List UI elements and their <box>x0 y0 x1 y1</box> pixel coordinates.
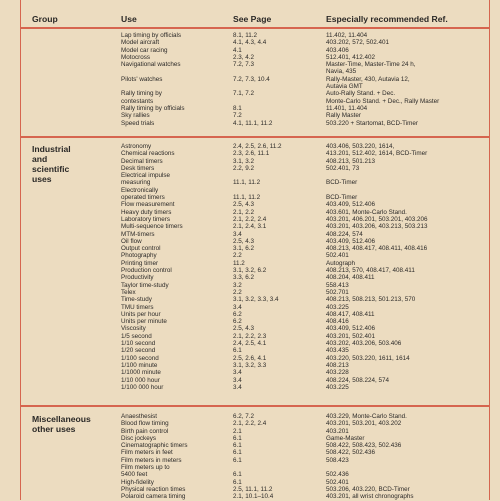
ref-cell: 408.213, 508.213, 501.213, 570 <box>326 296 416 304</box>
ref-cell: Autavia GMT <box>326 83 363 91</box>
use-cell: 5400 feet <box>121 471 148 479</box>
page-cell: 2.3, 2.6, 11.1 <box>233 150 270 158</box>
ref-cell: 403.225 <box>326 303 349 311</box>
use-cell: Viscosity <box>121 325 146 333</box>
ref-cell: 408.417, 408.411 <box>326 310 375 318</box>
page-column <box>233 32 272 127</box>
use-cell: Model car racing <box>121 46 168 54</box>
ref-cell: 408.224, 574 <box>326 230 363 238</box>
page-cell: 6.2 <box>233 318 242 326</box>
use-cell: Output control <box>121 245 161 253</box>
page-cell: 3.1, 3.2 <box>233 157 255 165</box>
use-cell: Pilots' watches <box>121 75 163 83</box>
use-cell: Printing timer <box>121 259 159 267</box>
use-cell: Sky rallies <box>121 112 150 120</box>
page-cell: 3.4 <box>233 383 242 391</box>
ref-cell: Auto-Rally Stand. + Dec. <box>326 90 396 98</box>
page-cell: 7.2, 7.3, 10.4 <box>233 75 270 83</box>
use-cell: Decimal timers <box>121 157 163 165</box>
use-cell: 1/100 second <box>121 354 159 362</box>
page-cell: 6.1 <box>233 347 242 355</box>
use-cell: Laboratory timers <box>121 215 170 223</box>
page-cell: 3.1, 3.2, 6.2 <box>233 267 267 275</box>
page-column <box>233 413 273 501</box>
use-cell: MTM-timers <box>121 230 155 238</box>
ref-cell: 503.220 + Startomat, BCD-Timer <box>326 119 418 127</box>
page-cell: 8.1 <box>233 104 242 112</box>
section-rule-industrial <box>20 136 490 138</box>
ref-cell: 403.201, 502.401 <box>326 332 376 340</box>
ref-cell: 502.701 <box>326 288 349 296</box>
page-cell: 3.4 <box>233 369 242 377</box>
use-cell: TMU timers <box>121 303 154 311</box>
use-cell: Navigational watches <box>121 61 181 69</box>
ref-cell: 408.213 <box>326 361 349 369</box>
ref-cell: 502.401 <box>326 252 349 260</box>
page-cell: 3.1, 3.2, 3.3, 3.4 <box>233 296 279 304</box>
ref-cell: 508.422, 508.423, 502.436 <box>326 442 402 450</box>
page-cell: 2.5, 4.3 <box>233 201 255 209</box>
ref-cell: 403.601, Monte-Carlo Stand. <box>326 208 407 216</box>
page-cell: 8.1, 11.2 <box>233 32 258 39</box>
use-cell: Heavy duty timers <box>121 208 172 216</box>
page-cell: 11.2 <box>233 259 245 267</box>
page-cell: 2.2 <box>233 288 242 296</box>
ref-cell: 503.206, 403.220, BCD-Timer <box>326 485 410 493</box>
ref-cell: BCD-Timer <box>326 194 358 202</box>
use-cell: contestants <box>121 97 154 105</box>
ref-column <box>326 143 428 391</box>
ref-cell: 408.224, 508.224, 574 <box>326 376 390 384</box>
ref-cell: BCD-Timer <box>326 179 358 187</box>
page-cell: 3.4 <box>233 303 242 311</box>
page-cell: 2.5, 4.3 <box>233 237 255 245</box>
page-cell: 2.5, 4.3 <box>233 325 255 333</box>
use-cell: Astronomy <box>121 143 152 150</box>
header-see-page: See Page <box>233 14 272 24</box>
use-cell: Polaroid camera timing <box>121 493 186 501</box>
ref-cell: 502.436 <box>326 471 349 479</box>
ref-cell: Monte-Carlo Stand. + Dec., Rally Master <box>326 97 440 105</box>
page-cell: 3.1, 6.2 <box>233 245 255 253</box>
use-cell: 1/10 second <box>121 340 156 348</box>
use-column <box>121 413 188 501</box>
use-cell: Units per minute <box>121 318 167 326</box>
ref-cell: 403.229, Monte-Carlo Stand. <box>326 413 407 420</box>
use-cell: measuring <box>121 179 151 187</box>
page-cell <box>233 187 282 194</box>
ref-cell: 403.202, 572, 502.401 <box>326 39 390 47</box>
group-label-line: other uses <box>32 424 76 434</box>
page-cell: 7.2, 7.3 <box>233 61 255 69</box>
ref-cell <box>326 464 414 471</box>
group-label-line: scientific <box>32 164 70 174</box>
page-cell: 6.1 <box>233 456 242 464</box>
use-column <box>121 143 183 391</box>
use-cell: 1/100 minute <box>121 361 158 369</box>
ref-cell: 403.409, 512.406 <box>326 325 376 333</box>
use-cell: Telex <box>121 288 136 296</box>
ref-cell: 403.406, 503.220, 1614, <box>326 143 395 150</box>
ref-cell: 508.422, 502.436 <box>326 449 376 457</box>
ref-cell: 403.201, 503.201, 403.202 <box>326 420 402 428</box>
header-use: Use <box>121 14 137 24</box>
ref-cell <box>326 187 428 194</box>
page-cell: 2.4, 2.5, 4.1 <box>233 340 267 348</box>
use-cell: Desk timers <box>121 164 155 172</box>
ref-cell: Navia, 435 <box>326 68 357 76</box>
page-cell: 4.1, 4.3, 4.4 <box>233 39 267 47</box>
ref-cell: 11.401, 11.404 <box>326 104 368 112</box>
ref-cell: 403.201 <box>326 427 349 435</box>
use-cell: Flow measurement <box>121 201 175 209</box>
page-cell: 2.1, 2.2, 2.3 <box>233 332 267 340</box>
ref-cell <box>326 172 428 179</box>
page-cell: 3.2 <box>233 281 242 289</box>
ref-cell: Rally-Master, 430, Autavia 12, <box>326 75 410 83</box>
ref-cell: 408.213, 501.213 <box>326 157 376 165</box>
page-cell: 6.1 <box>233 434 242 442</box>
page-cell: 2.1, 10.1–10.4 <box>233 493 274 501</box>
ref-cell: 403.220, 503.220, 1611, 1614 <box>326 354 410 362</box>
page-cell: 2.1, 2.2, 2.4 <box>233 215 267 223</box>
use-cell <box>121 83 185 90</box>
group-label-line: and <box>32 154 48 164</box>
use-cell: Taylor time-study <box>121 281 169 289</box>
ref-cell: 403.201, all wrist chronographs <box>326 493 414 501</box>
ref-cell: 11.402, 11.404 <box>326 32 368 39</box>
use-cell: Cinematographic timers <box>121 442 188 450</box>
group-label-line: Miscellaneous <box>32 414 91 424</box>
page-cell <box>233 464 273 471</box>
page-cell <box>233 68 272 75</box>
page-cell: 3.4 <box>233 230 242 238</box>
ref-cell: 403.409, 512.406 <box>326 201 376 209</box>
page-cell: 2.1, 2.4, 3.1 <box>233 223 267 231</box>
ref-cell: Autograph <box>326 259 356 267</box>
page-cell: 2.5, 2.6, 4.1 <box>233 354 267 362</box>
use-cell: Photography <box>121 252 157 260</box>
use-cell: Model aircraft <box>121 39 160 47</box>
use-cell: Rally timing by officials <box>121 104 185 112</box>
use-cell: Film meters in feet <box>121 449 173 457</box>
use-cell: Film meters up to <box>121 464 170 472</box>
use-cell: 1/20 second <box>121 347 156 355</box>
use-cell: 1/100 000 hour <box>121 383 164 391</box>
page-cell: 2.1, 2.2, 2.4 <box>233 420 267 428</box>
use-cell: Blood flow timing <box>121 420 169 428</box>
use-cell: High-fidelity <box>121 478 154 486</box>
use-column <box>121 32 185 127</box>
use-cell: 1/1000 minute <box>121 369 161 377</box>
ref-cell: 508.423 <box>326 456 349 464</box>
use-cell: Production control <box>121 267 172 275</box>
ref-cell: 403.201, 403.206, 403.213, 503.213 <box>326 223 428 231</box>
ref-cell: 403.228 <box>326 369 349 377</box>
ref-cell: 408.213, 408.417, 408.411, 408.416 <box>326 245 428 253</box>
use-cell: Chemical reactions <box>121 150 175 158</box>
page-cell: 3.3, 6.2 <box>233 274 255 282</box>
use-cell: Speed trials <box>121 119 155 127</box>
page-cell: 3.1, 3.2, 3.3 <box>233 361 267 369</box>
page-cell: 2.1, 2.2 <box>233 208 255 216</box>
page-cell: 2.2, 9.2 <box>233 164 255 172</box>
right-red-line <box>489 0 490 500</box>
ref-column <box>326 413 414 501</box>
group-label-line: uses <box>32 174 52 184</box>
page-cell: 11.1, 11.2 <box>233 179 261 187</box>
ref-cell: Master-Time, Master-Time 24 h, <box>326 61 416 69</box>
use-cell: Lap timing by officials <box>121 32 182 39</box>
page-cell: 6.1 <box>233 478 242 486</box>
use-cell: Time-study <box>121 296 152 304</box>
use-cell: Film meters in meters <box>121 456 182 464</box>
page-cell: 6.2, 7.2 <box>233 413 255 420</box>
header-group: Group <box>32 14 58 24</box>
use-cell: Physical reaction times <box>121 485 186 493</box>
page-cell: 4.1, 11.1, 11.2 <box>233 119 273 127</box>
ref-cell: 408.204, 408.411 <box>326 274 375 282</box>
group-label <box>32 144 71 184</box>
ref-cell: 403.409, 512.406 <box>326 237 376 245</box>
group-label-line: Industrial <box>32 144 71 154</box>
group-label <box>32 414 91 434</box>
use-cell: 1/5 second <box>121 332 152 340</box>
ref-column <box>326 32 439 127</box>
ref-cell: 403.225 <box>326 383 349 391</box>
page-column <box>233 143 282 391</box>
ref-cell: 512.401, 412.402 <box>326 53 376 61</box>
page-cell: 4.1 <box>233 46 242 54</box>
ref-cell: Game-Master <box>326 434 365 442</box>
use-cell: 1/10 000 hour <box>121 376 160 384</box>
use-cell: Motocross <box>121 53 151 61</box>
use-cell: Multi-sequence timers <box>121 223 183 231</box>
ref-cell: 413.201, 512.402, 1614, BCD-Timer <box>326 150 428 158</box>
ref-cell: 408.213, 570, 408.417, 408.411 <box>326 267 415 275</box>
use-cell <box>121 68 185 75</box>
ref-cell: 408.416 <box>326 318 349 326</box>
page-cell <box>233 83 272 90</box>
use-cell: Units per hour <box>121 310 161 318</box>
ref-cell: 403.435 <box>326 347 349 355</box>
header-rule <box>20 27 490 29</box>
use-cell: Rally timing by <box>121 90 162 98</box>
use-cell: operated timers <box>121 194 165 202</box>
left-red-line <box>20 0 21 500</box>
ref-cell: 558.413 <box>326 281 349 289</box>
ref-cell: 403.202, 403.206, 503.406 <box>326 340 402 348</box>
use-cell: Anaesthesist <box>121 413 158 420</box>
use-cell: Electrical impulse <box>121 172 170 180</box>
ref-cell: Rally Master <box>326 112 361 120</box>
page-cell <box>233 172 282 179</box>
ref-cell: 403.201, 406.201, 503.201, 403.206 <box>326 215 428 223</box>
page-cell: 2.2 <box>233 252 242 260</box>
ref-cell: 502.401 <box>326 478 349 486</box>
page-cell: 6.1 <box>233 471 242 479</box>
ref-cell: 403.406 <box>326 46 349 54</box>
page-cell: 6.1 <box>233 449 242 457</box>
section-rule-misc <box>20 405 490 407</box>
use-cell: Disc jockeys <box>121 434 156 442</box>
page-cell: 6.2 <box>233 310 242 318</box>
page-cell: 7.2 <box>233 112 242 120</box>
page-cell: 2.1 <box>233 427 242 435</box>
page-cell: 2.3, 4.2 <box>233 53 255 61</box>
header-ref: Especially recommended Ref. <box>326 14 448 24</box>
ref-cell: 502.401, 73 <box>326 164 360 172</box>
use-cell: Productivity <box>121 274 154 282</box>
use-cell: Electronically <box>121 186 159 194</box>
page-cell: 7.1, 7.2 <box>233 90 255 98</box>
page-cell: 11.1, 11.2 <box>233 194 261 202</box>
page-cell <box>233 98 272 105</box>
page-cell: 3.4 <box>233 376 242 384</box>
page-cell: 6.1 <box>233 442 242 450</box>
use-cell: Oil flow <box>121 237 142 245</box>
use-cell: Birth pain control <box>121 427 169 435</box>
page-cell: 2.4, 2.5, 2.6, 11.2 <box>233 143 282 150</box>
page-cell: 2.5, 11.1, 11.2 <box>233 485 273 493</box>
